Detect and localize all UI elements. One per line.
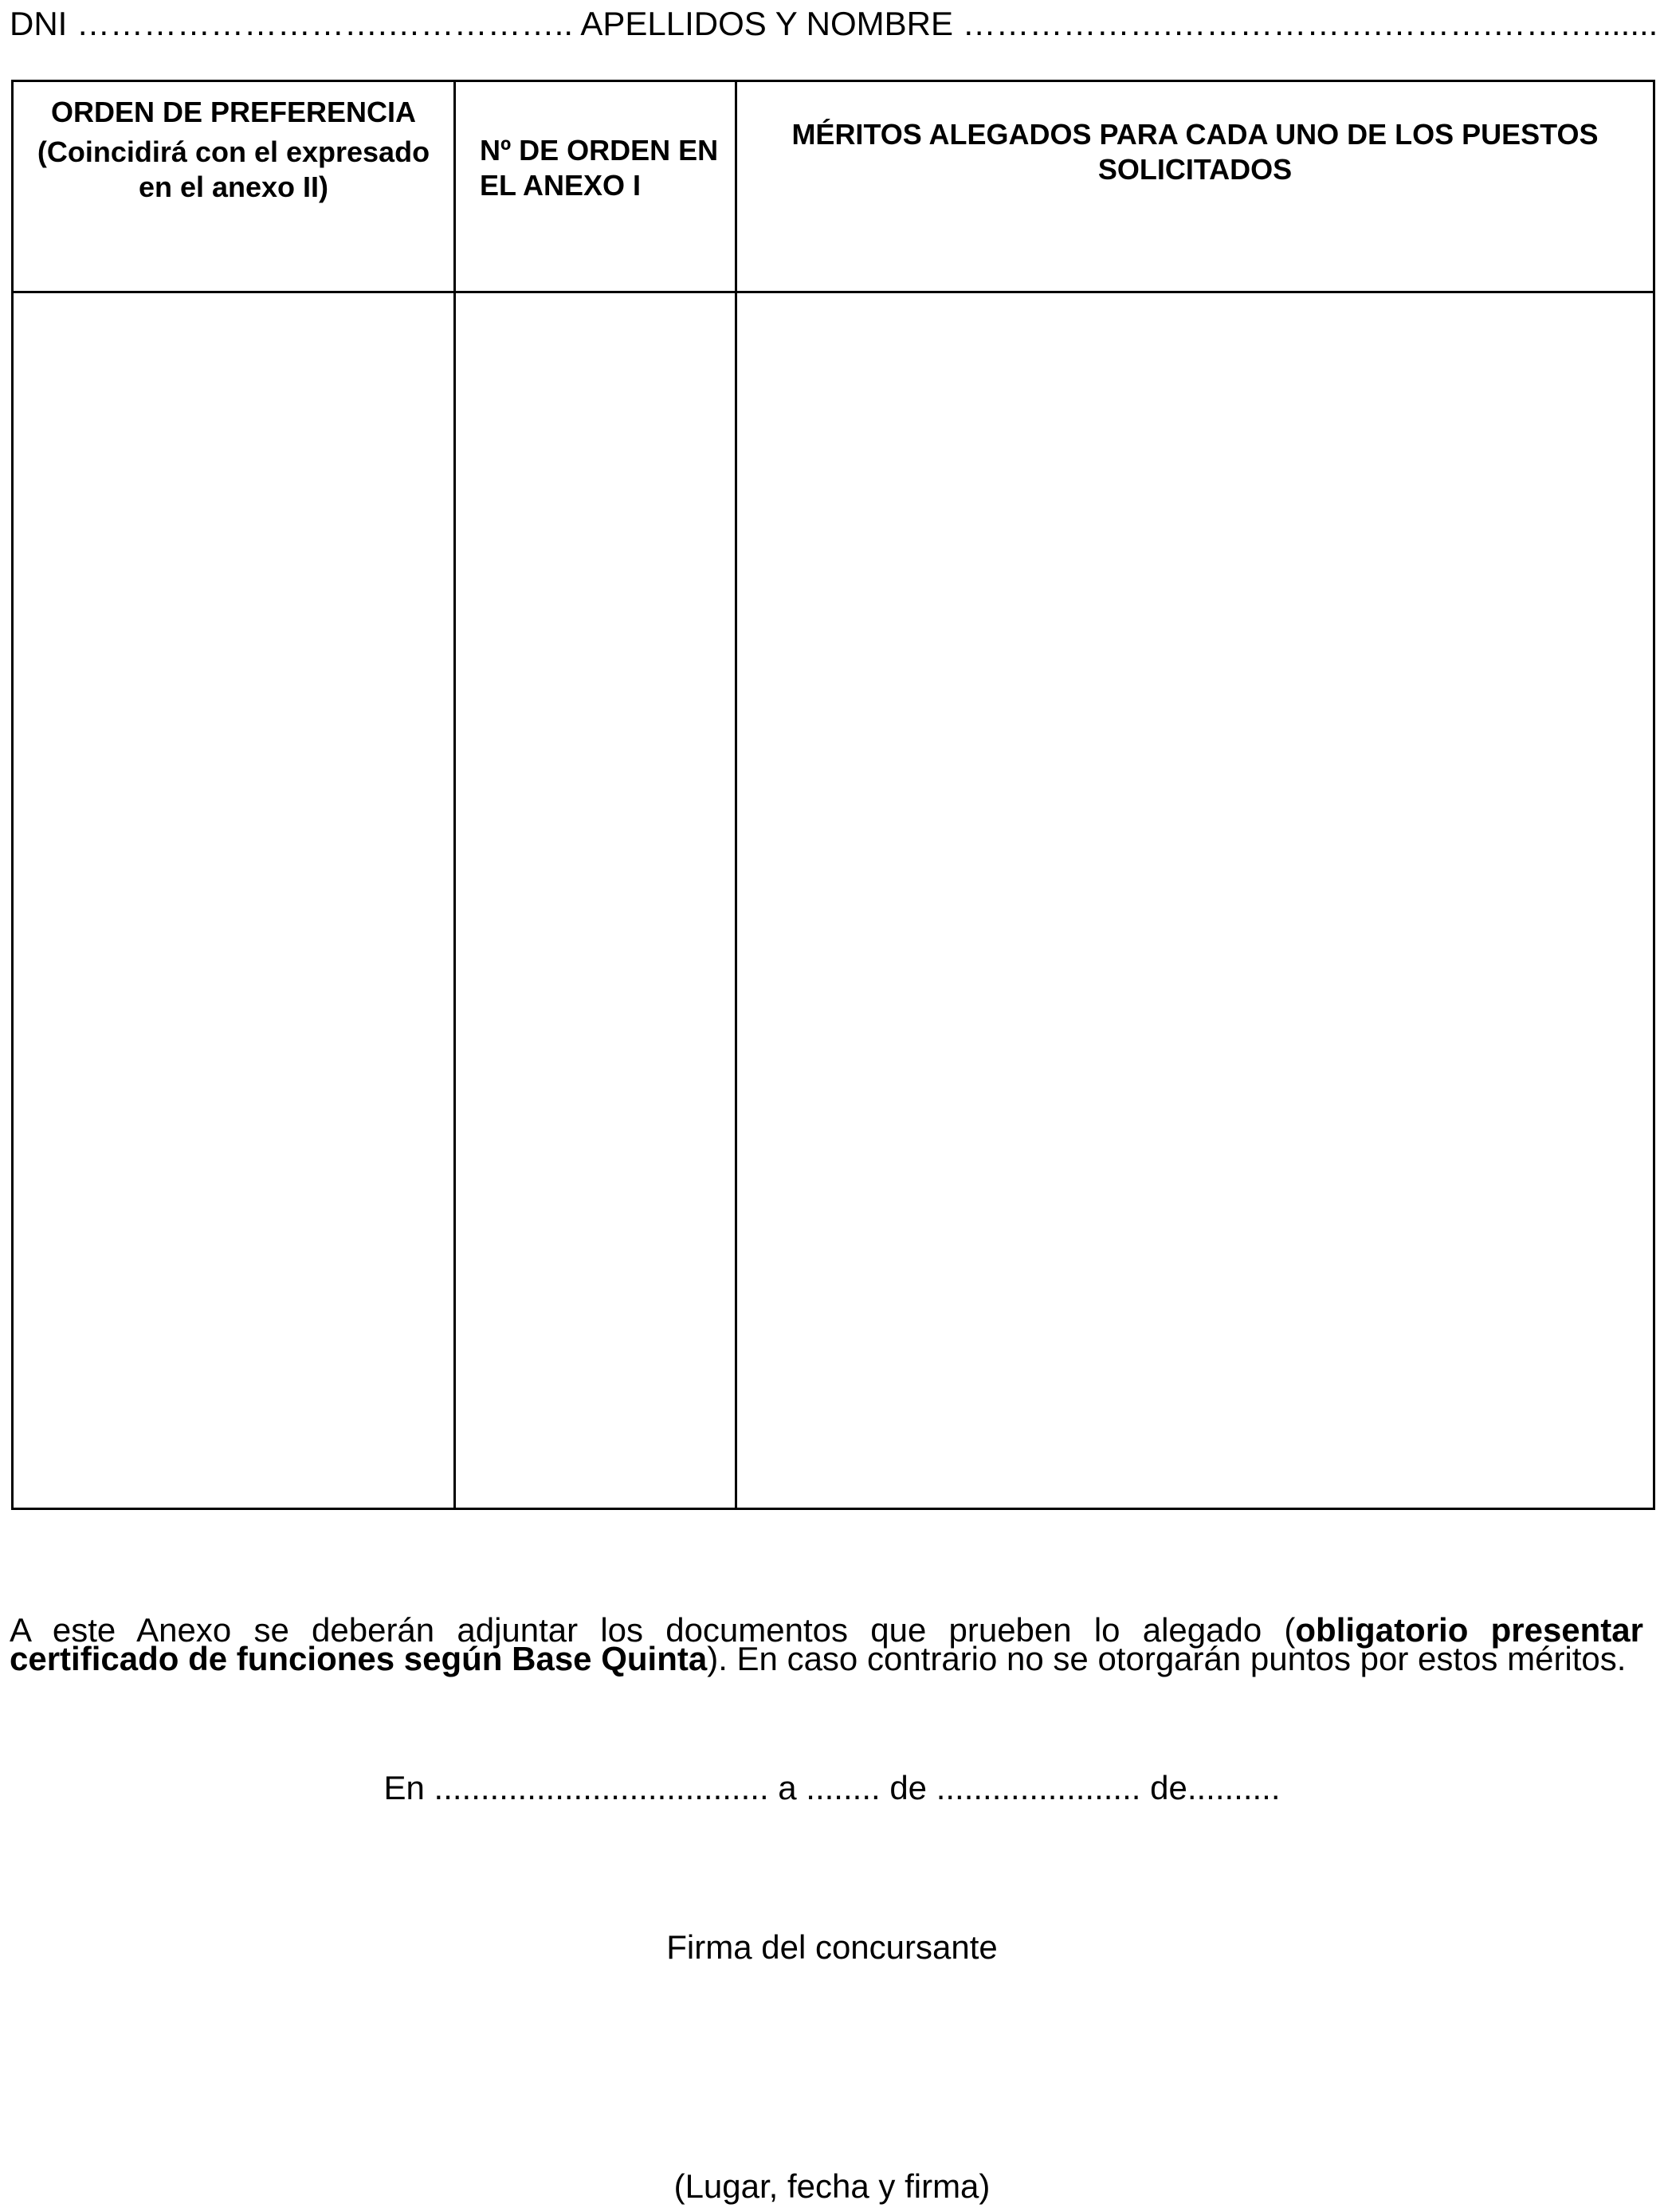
column-header-merits	[736, 81, 1654, 292]
preference-order-subtitle: (Coincidirá con el expresado en el anexo II)	[37, 135, 430, 203]
annex-order-number-cell[interactable]	[455, 292, 736, 1509]
table-row	[13, 292, 1654, 1509]
signature-label: Firma del concursante	[666, 1928, 998, 1966]
preference-order-cell[interactable]	[13, 292, 455, 1509]
attachment-note	[10, 1611, 1643, 1677]
attachment-note-text-start: A este Anexo se deberán adjuntar los documentos que prueben lo alegado (	[10, 1611, 1296, 1649]
table-header-row	[13, 81, 1654, 292]
place-date-signature-note: (Lugar, fecha y firma)	[673, 2167, 991, 2205]
column-header-annex-order-number	[455, 81, 736, 292]
place-date-line: En .................................... a ........ de ...................... de..........	[383, 1769, 1281, 1806]
preference-order-title: ORDEN DE PREFERENCIA	[50, 96, 417, 128]
merits-table	[11, 80, 1655, 1510]
attachment-note-bold: obligatorio presentar certificado de funciones según Base Quinta	[10, 1611, 1643, 1677]
attachment-note-text-end: ). En caso contrario no se otorgarán puntos por estos méritos.	[707, 1640, 1627, 1677]
merits-cell[interactable]	[736, 292, 1654, 1509]
merits-title: MÉRITOS ALEGADOS PARA CADA UNO DE LOS PUESTOS SOLICITADOS	[791, 118, 1599, 186]
applicant-id-name-line: DNI ……………………….…………….. APELLIDOS Y NOMBRE ……………….……………….……….……….......	[10, 5, 1658, 42]
column-header-preference-order	[13, 81, 455, 292]
annex-order-number-title: Nº DE ORDEN EN EL ANEXO I	[480, 134, 719, 202]
